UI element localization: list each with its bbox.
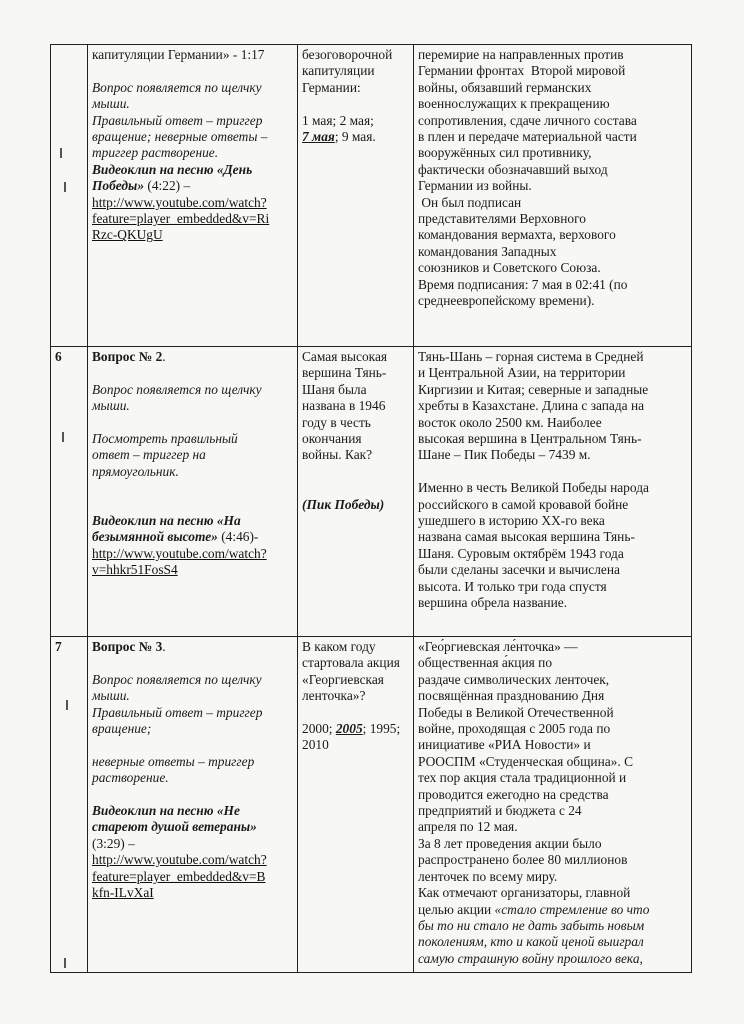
- video-link[interactable]: http://www.youtube.com/watch?: [92, 194, 267, 210]
- video-label: Видеоклип на песню «На: [92, 513, 241, 528]
- video-duration: (4:46)-: [217, 529, 259, 545]
- trigger-note: Посмотреть правильный: [92, 431, 238, 446]
- video-label: стареют душой ветераны»: [92, 819, 257, 835]
- info-text: Киргизии и Китая; северные и западные: [418, 381, 649, 397]
- table-row: [51, 45, 692, 347]
- info-text: «Гео́ргиевская ле́нточка» —: [418, 639, 578, 654]
- info-text: Именно в честь Великой Победы народа: [418, 480, 649, 496]
- info-quote: бы то ни стало не дать забыть новым: [418, 917, 645, 933]
- appear-note: Вопрос появляется по щелчку: [92, 671, 262, 687]
- trigger-note: вращение; неверные ответы –: [92, 129, 268, 145]
- slide-instructions-cell: [88, 637, 298, 973]
- trigger-note: Правильный ответ – триггер: [92, 704, 263, 720]
- answer-options: ; 9 мая.: [334, 129, 376, 145]
- info-text: За 8 лет проведения акции было: [418, 835, 602, 851]
- info-text: Время подписания: 7 мая в 02:41 (по: [418, 276, 628, 292]
- trigger-note: неверные ответы – триггер: [92, 753, 255, 769]
- trigger-note: растворение.: [92, 770, 169, 786]
- info-quote: самую страшную войну прошлого века,: [418, 950, 643, 966]
- row-number: 7: [51, 637, 88, 973]
- info-text: раздаче символических ленточек,: [418, 671, 610, 687]
- info-text: и Центральной Азии, на территории: [418, 365, 626, 381]
- question-cell: [298, 347, 414, 637]
- video-link[interactable]: http://www.youtube.com/watch?: [92, 545, 267, 561]
- answer-options: 1 мая; 2 мая;: [302, 112, 374, 128]
- info-text: распространено более 80 миллионов: [418, 852, 628, 868]
- info-text: перемирие на направленных против: [418, 47, 624, 62]
- trigger-note: прямоугольник.: [92, 463, 179, 479]
- question-text: В каком году: [302, 639, 376, 654]
- slide-instructions-cell: [88, 45, 298, 347]
- video-duration: (3:29) –: [92, 835, 135, 851]
- info-text: вершина обрела название.: [418, 595, 568, 611]
- question-text: названа в 1946: [302, 398, 386, 414]
- video-label: Видеоклип на песню «День: [92, 161, 253, 177]
- info-text: восток около 2500 км. Наиболее: [418, 414, 602, 430]
- correct-answer: 7 мая: [302, 129, 335, 145]
- trigger-note: Правильный ответ – триггер: [92, 112, 263, 128]
- info-text: предприятий и бюджета с 24: [418, 803, 582, 819]
- info-text: Германии из войны.: [418, 178, 532, 194]
- info-text: апреля по 12 мая.: [418, 819, 518, 835]
- question-text: войны. Как?: [302, 447, 373, 463]
- info-text: ленточек по всему миру.: [418, 868, 558, 884]
- info-text: российского в самой кровавой бойне: [418, 496, 629, 512]
- video-label: Видеоклип на песню «Не: [92, 803, 240, 819]
- info-text: Шаня. Суровым октябрём 1943 года: [418, 545, 624, 561]
- info-text: в плен и передаче материальной части: [418, 129, 637, 145]
- video-link[interactable]: Rzc-QKUgU: [92, 227, 163, 243]
- info-text: войне, проходящая с 2005 года по: [418, 721, 611, 737]
- info-text: войны, обязавший германских: [418, 79, 592, 95]
- info-text: Он был подписан: [418, 194, 522, 210]
- info-text: сопротивления, сдаче личного состава: [418, 112, 637, 128]
- row-number: 6: [51, 347, 88, 637]
- question-text: Германии:: [302, 79, 361, 95]
- info-text: общественная а́кция по: [418, 655, 553, 671]
- answer-options: 2000;: [302, 721, 336, 737]
- info-text: РООСПМ «Студенческая община». С: [418, 753, 633, 769]
- video-link[interactable]: v=hhkr51FosS4: [92, 562, 178, 578]
- question-text: Шаня была: [302, 381, 367, 397]
- info-text: Как отмечают организаторы, главной: [418, 885, 631, 901]
- appear-note: Вопрос появляется по щелчку: [92, 79, 262, 95]
- table-row: [51, 637, 692, 973]
- slide-instructions-cell: [88, 347, 298, 637]
- question-text: стартовала акция: [302, 655, 400, 671]
- info-text: Германии фронтах Второй мировой: [418, 63, 626, 79]
- question-cell: [298, 45, 414, 347]
- question-text: вершина Тянь-: [302, 365, 387, 381]
- correct-answer: (Пик Победы): [302, 496, 385, 512]
- video-link[interactable]: feature=player_embedded&v=Ri: [92, 211, 270, 227]
- info-text: фактически обозначавший выход: [418, 161, 608, 177]
- info-text: Шане – Пик Победы – 7439 м.: [418, 447, 591, 463]
- question-text: ленточка»?: [302, 688, 366, 704]
- question-text: окончания: [302, 431, 362, 447]
- info-text: инициативе «РИА Новости» и: [418, 737, 591, 753]
- video-label: безымянной высоте»: [92, 529, 218, 545]
- info-text: целью акции: [418, 901, 495, 917]
- info-text: посвящённая празднованию Дня: [418, 688, 605, 704]
- question-text: году в честь: [302, 414, 371, 430]
- lesson-table: [50, 44, 692, 973]
- info-text: названа самая высокая вершина Тянь-: [418, 529, 635, 545]
- table-row: [51, 347, 692, 637]
- info-quote: «стало стремление во что: [494, 901, 650, 917]
- question-title-dot: .: [162, 349, 166, 364]
- info-text: тех пор акция стала традиционной и: [418, 770, 627, 786]
- video-label: Победы»: [92, 178, 145, 194]
- info-text: высокая вершина в Центральном Тянь-: [418, 431, 642, 447]
- info-text: командования вермахта, верхового: [418, 227, 616, 243]
- info-text: хребты в Казахстане. Длина с запада на: [418, 398, 645, 414]
- answer-options: 2010: [302, 737, 329, 753]
- info-text: высота. И только три года спустя: [418, 578, 607, 594]
- info-text: среднеевропейскому времени).: [418, 293, 595, 309]
- info-text: командования Западных: [418, 243, 557, 259]
- appear-note: мыши.: [92, 688, 130, 704]
- video-link[interactable]: http://www.youtube.com/watch?: [92, 852, 267, 868]
- video-duration: (4:22) –: [144, 178, 191, 194]
- info-text: проводится ежегодно на средства: [418, 786, 609, 802]
- info-text: союзников и Советского Союза.: [418, 260, 601, 276]
- trigger-note: вращение;: [92, 721, 152, 737]
- info-quote: поколениям, кто и какой ценой выиграл: [418, 934, 644, 950]
- question-title-dot: .: [162, 639, 166, 654]
- question-title: капитуляции Германии» - 1:17: [92, 47, 265, 62]
- question-cell: [298, 637, 414, 973]
- info-cell: [414, 45, 692, 347]
- info-text: ушедшего в историю XX-го века: [418, 513, 605, 529]
- info-text: военнослужащих к прекращению: [418, 96, 610, 112]
- info-text: вооружённых сил противнику,: [418, 145, 592, 161]
- answer-options: ; 1995;: [362, 721, 401, 737]
- appear-note: Вопрос появляется по щелчку: [92, 381, 262, 397]
- question-text: Самая высокая: [302, 349, 388, 364]
- appear-note: мыши.: [92, 398, 130, 414]
- trigger-note: ответ – триггер на: [92, 447, 206, 463]
- question-text: безоговорочной: [302, 47, 393, 62]
- correct-answer: 2005: [335, 721, 363, 737]
- info-cell: [414, 637, 692, 973]
- info-cell: [414, 347, 692, 637]
- info-text: Победы в Великой Отечественной: [418, 704, 614, 720]
- info-text: Тянь-Шань – горная система в Средней: [418, 349, 644, 364]
- appear-note: мыши.: [92, 96, 130, 112]
- video-link[interactable]: feature=player_embedded&v=B: [92, 868, 266, 884]
- question-title: Вопрос № 3: [92, 639, 163, 654]
- question-title: Вопрос № 2: [92, 349, 163, 364]
- video-link[interactable]: kfn-ILvXaI: [92, 885, 154, 901]
- info-text: представителями Верховного: [418, 211, 586, 227]
- question-text: капитуляции: [302, 63, 375, 79]
- trigger-note: триггер растворение.: [92, 145, 219, 161]
- question-text: «Георгиевская: [302, 671, 384, 687]
- info-text: были сделаны засечки и вычислена: [418, 562, 620, 578]
- row-number: [51, 45, 88, 347]
